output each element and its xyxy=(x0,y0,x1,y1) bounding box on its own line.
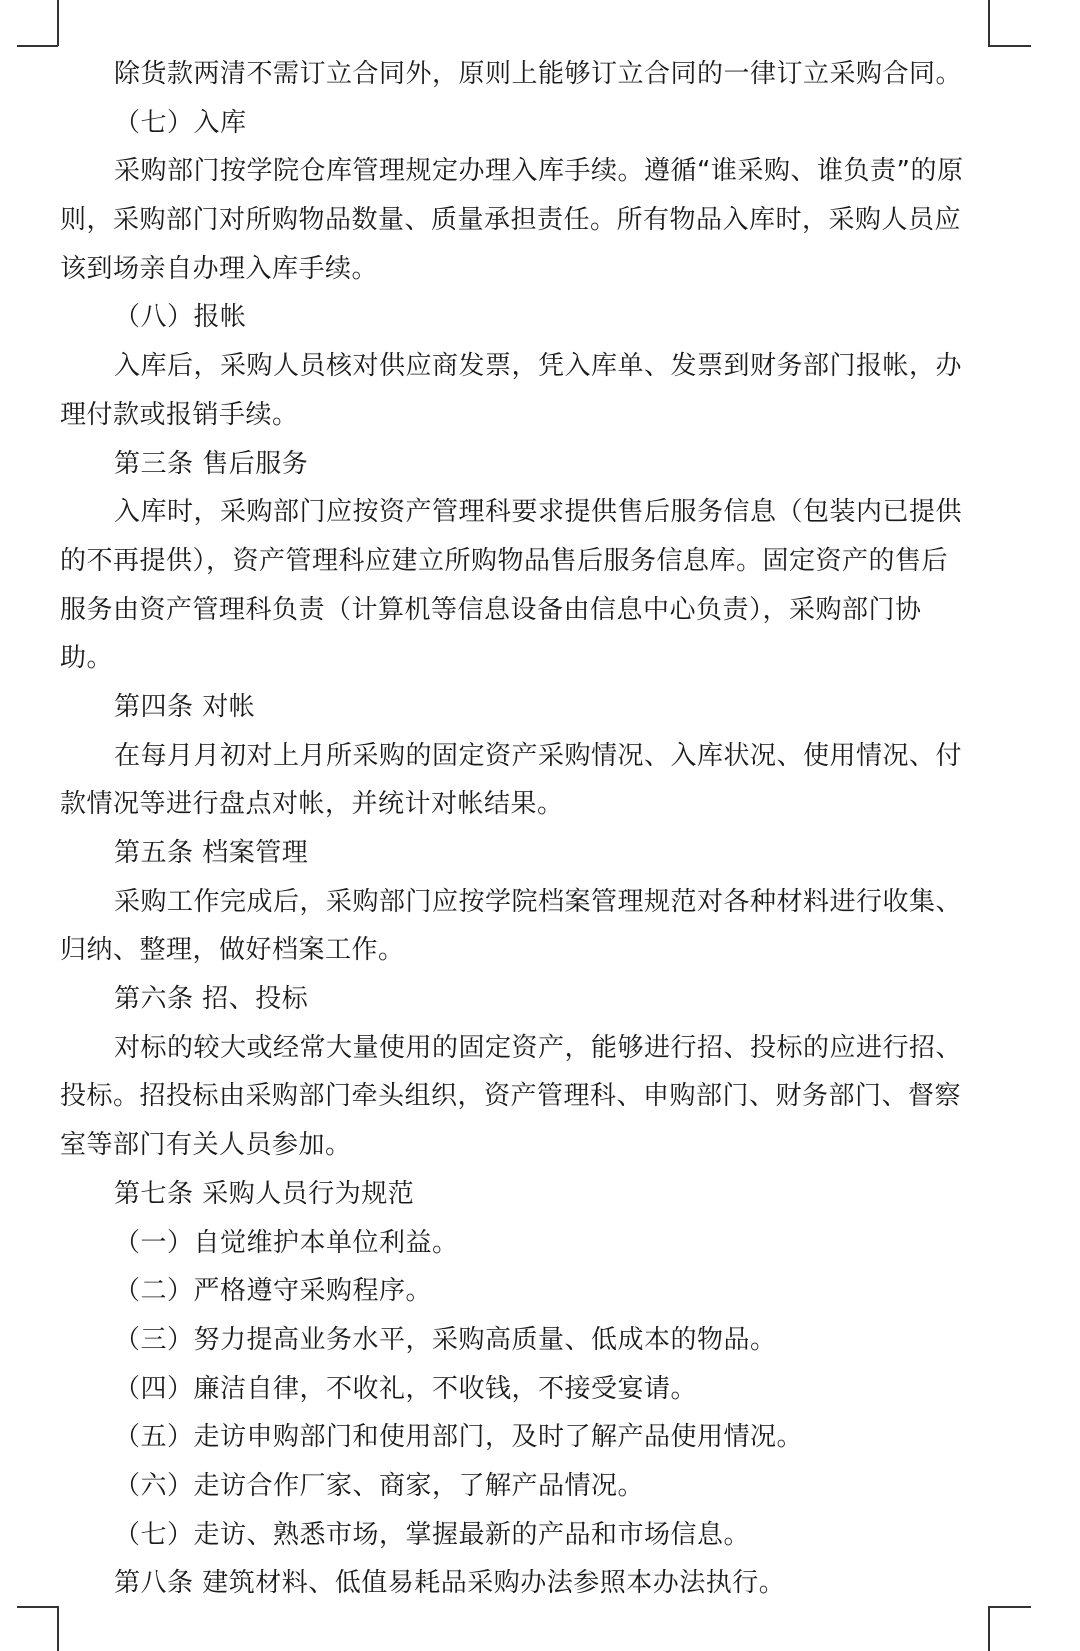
text-line: （八）报帐 xyxy=(114,302,247,333)
text-line: 投标。招投标由采购部门牵头组织，资产管理科、申购部门、财务部门、督察 xyxy=(60,1081,962,1112)
crop-mark-bottom-left-horizontal xyxy=(17,1606,58,1608)
crop-mark-bottom-left-vertical xyxy=(57,1606,59,1651)
crop-mark-top-left-horizontal xyxy=(17,45,58,47)
text-line: 第八条 建筑材料、低值易耗品采购办法参照本办法执行。 xyxy=(114,1568,786,1599)
text-line: 室等部门有关人员参加。 xyxy=(60,1130,352,1161)
crop-mark-bottom-right-horizontal xyxy=(988,1606,1031,1608)
text-line: 入库后，采购人员核对供应商发票，凭入库单、发票到财务部门报帐，办 xyxy=(114,351,963,382)
text-line: （四）廉洁自律，不收礼，不收钱，不接受宴请。 xyxy=(114,1373,698,1404)
text-line: 理付款或报销手续。 xyxy=(60,399,299,430)
text-line: 除货款两清不需订立合同外，原则上能够订立合同的一律订立采购合同。 xyxy=(114,59,963,89)
text-line: （一）自觉维护本单位利益。 xyxy=(114,1227,459,1258)
text-line: （六）走访合作厂家、商家，了解产品情况。 xyxy=(114,1470,645,1501)
text-line: 第四条 对帐 xyxy=(114,691,256,722)
text-line: 采购工作完成后，采购部门应按学院档案管理规范对各种材料进行收集、 xyxy=(114,886,963,917)
text-line: （二）严格遵守采购程序。 xyxy=(114,1276,433,1307)
crop-mark-bottom-right-vertical xyxy=(988,1606,990,1651)
text-line: 第五条 档案管理 xyxy=(114,838,309,868)
text-line: 则，采购部门对所购物品数量、质量承担责任。所有物品入库时，采购人员应 xyxy=(60,205,962,236)
text-line: 在每月月初对上月所采购的固定资产采购情况、入库状况、使用情况、付 xyxy=(114,740,963,771)
text-line: （五）走访申购部门和使用部门，及时了解产品使用情况。 xyxy=(114,1422,804,1453)
text-line: 的不再提供），资产管理科应建立所购物品售后服务信息库。固定资产的售后 xyxy=(60,545,949,576)
text-line: 该到场亲自办理入库手续。 xyxy=(60,253,379,284)
crop-mark-top-left-vertical xyxy=(57,0,59,46)
text-line: （七）入库 xyxy=(114,107,247,138)
text-line: 第七条 采购人员行为规范 xyxy=(114,1178,415,1209)
crop-mark-top-right-vertical xyxy=(988,0,990,46)
text-line: （七）走访、熟悉市场，掌握最新的产品和市场信息。 xyxy=(114,1519,751,1550)
text-line: 第三条 售后服务 xyxy=(114,448,309,479)
text-line: 服务由资产管理科负责（计算机等信息设备由信息中心负责），采购部门协 xyxy=(60,594,922,625)
text-line: 助。 xyxy=(60,643,114,674)
crop-mark-top-right-horizontal xyxy=(988,45,1031,47)
text-line: 第六条 招、投标 xyxy=(114,984,309,1015)
text-line: 款情况等进行盘点对帐，并统计对帐结果。 xyxy=(60,789,564,820)
text-line: 入库时，采购部门应按资产管理科要求提供售后服务信息（包装内已提供 xyxy=(114,497,963,528)
document-body xyxy=(60,50,985,1608)
text-line: 归纳、整理，做好档案工作。 xyxy=(60,935,405,966)
text-line: （三）努力提高业务水平，采购高质量、低成本的物品。 xyxy=(114,1324,777,1355)
text-line: 采购部门按学院仓库管理规定办理入库手续。遵循“谁采购、谁负责”的原 xyxy=(114,156,964,187)
text-line: 对标的较大或经常大量使用的固定资产，能够进行招、投标的应进行招、 xyxy=(114,1032,963,1063)
